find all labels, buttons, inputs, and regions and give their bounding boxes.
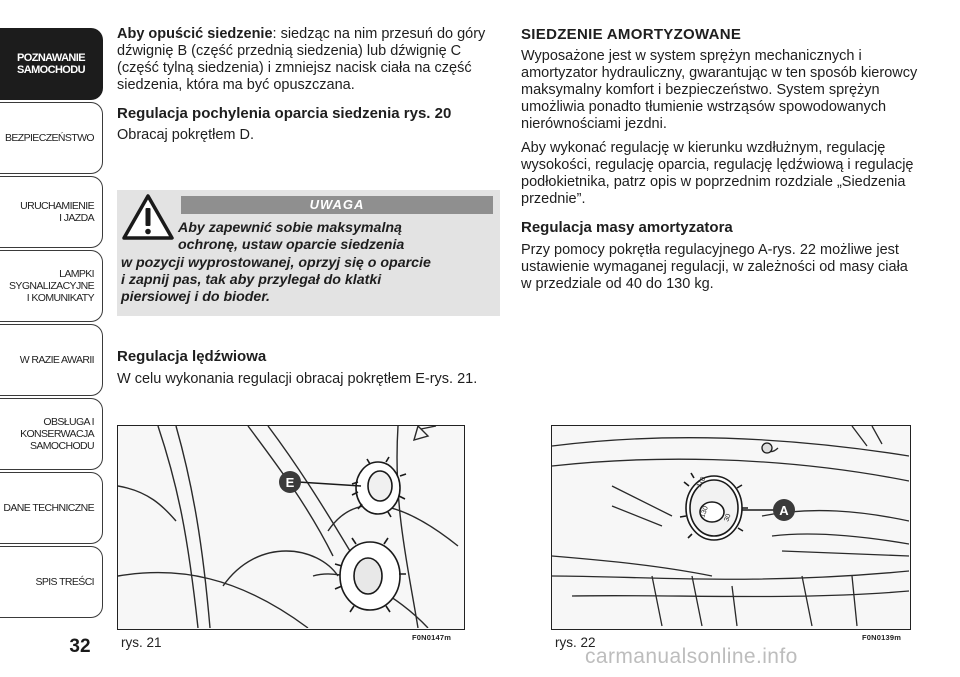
warning-box: [117, 190, 500, 316]
figure-21-code: F0N0147m: [412, 633, 452, 642]
heading-suspension-seat: SIEDZENIE AMORTYZOWANE: [521, 26, 742, 43]
paragraph-damper-weight: Przy pomocy pokrętła regulacyjnego A-rys. 22 możliwe jest ustawienie wymaganej regulacji, w zależności od masy ciała w przedziale od 40 do 130 kg.: [521, 242, 908, 292]
heading-backrest-tilt: Regulacja pochylenia oparcia siedzenia rys. 20: [117, 105, 452, 122]
paragraph-suspension-system: Wyposażone jest w system sprężyn mechanicznych i amortyzator hydrauliczny, gwarantując w ten sposób kierowcy maksymalny komfort i bezpieczeństwo. System sprężyn umożliwia ponadto tłumienie wstrząsów spowodowanych nierównościami jezdni.: [521, 48, 918, 132]
paragraph-lowering-seat: [117, 26, 502, 94]
figure-21-lumbar-knob: [117, 425, 465, 630]
lowering-seat-text: : siedząc na nim przesuń do góry dźwignię B (część przednią siedzenia) lub dźwignię C (część tylną siedzenia) i zmniejsz nacisk ciała na część siedzenia, która ma być opuszczana.: [117, 26, 486, 93]
left-column: [117, 26, 502, 144]
tab-label: SPIS TREŚCI: [35, 576, 94, 588]
paragraph-lumbar: W celu wykonania regulacji obracaj pokrętłem E-rys. 21.: [117, 371, 478, 387]
marker-e-label: E: [285, 475, 295, 490]
tab-dane-techniczne[interactable]: [0, 472, 103, 544]
lumbar-section: [117, 348, 507, 388]
warning-title: UWAGA: [181, 196, 493, 214]
tab-bezpieczenstwo[interactable]: [0, 102, 103, 174]
figure-22-damper-dial: [551, 425, 911, 630]
page-number: 32: [69, 636, 91, 657]
tab-lampki-sygnalizacyjne[interactable]: [0, 250, 103, 322]
tab-spis-tresci[interactable]: [0, 546, 103, 618]
warning-line: ochronę, ustaw oparcie siedzenia: [178, 237, 405, 254]
dial-label-110: 110: [695, 475, 708, 489]
lumbar-knob-illustration: [118, 426, 463, 628]
dial-label-30: 30: [723, 512, 733, 523]
tab-label: DANE TECHNICZNE: [3, 502, 94, 514]
warning-line: i zapnij pas, tak aby przylegał do klatki: [121, 271, 382, 288]
tab-uruchamienie-i-jazda[interactable]: [0, 176, 103, 248]
warning-line: w pozycji wyprostowanej, oprzyj się o oparcie: [121, 254, 431, 271]
tab-label: BEZPIECZEŃSTWO: [4, 132, 94, 144]
tab-label: POZNAWANIE SAMOCHODU: [17, 52, 85, 76]
warning-text: [121, 220, 493, 306]
chapter-tabs: [0, 28, 103, 620]
tab-poznawanie-samochodu[interactable]: [0, 28, 103, 100]
tab-label: OBSŁUGA I KONSERWACJA SAMOCHODU: [20, 416, 94, 452]
right-column: [521, 26, 921, 293]
lumbar-knob: [352, 457, 406, 517]
watermark-text: carmanualsonline.info: [585, 645, 798, 668]
figure-22-code: F0N0139m: [862, 633, 902, 642]
tab-obsluga-i-konserwacja[interactable]: [0, 398, 103, 470]
damper-adjustment-dial: [680, 473, 748, 540]
warning-line: piersiowej i do bioder.: [121, 289, 270, 306]
figure-22-caption: rys. 22: [555, 635, 596, 650]
paragraph-adjustments-reference: Aby wykonać regulację w kierunku wzdłużnym, regulację wysokości, regulację oparcia, regulację lędźwiową i regulację podłokietnika, patrz opis w poprzednim rozdziale „Siedzenia przednie”.: [521, 140, 914, 207]
lowering-seat-lead: Aby opuścić siedzenie: [117, 26, 273, 42]
tab-label: W RAZIE AWARII: [19, 354, 94, 366]
heading-damper-weight: Regulacja masy amortyzatora: [521, 219, 733, 236]
heading-lumbar: Regulacja lędźwiowa: [117, 348, 267, 365]
tab-label: URUCHAMIENIE I JAZDA: [20, 200, 94, 224]
paragraph-backrest-tilt: Obracaj pokrętłem D.: [117, 127, 254, 143]
figure-21-caption: rys. 21: [121, 635, 162, 650]
damper-dial-illustration: [552, 426, 909, 628]
dial-label-130: 130: [699, 505, 710, 519]
tab-w-razie-awarii[interactable]: [0, 324, 103, 396]
tab-label: LAMPKI SYGNALIZACYJNE I KOMUNIKATY: [9, 268, 94, 304]
warning-line: Aby zapewnić sobie maksymalną: [178, 220, 402, 236]
marker-a-label: A: [779, 503, 789, 518]
